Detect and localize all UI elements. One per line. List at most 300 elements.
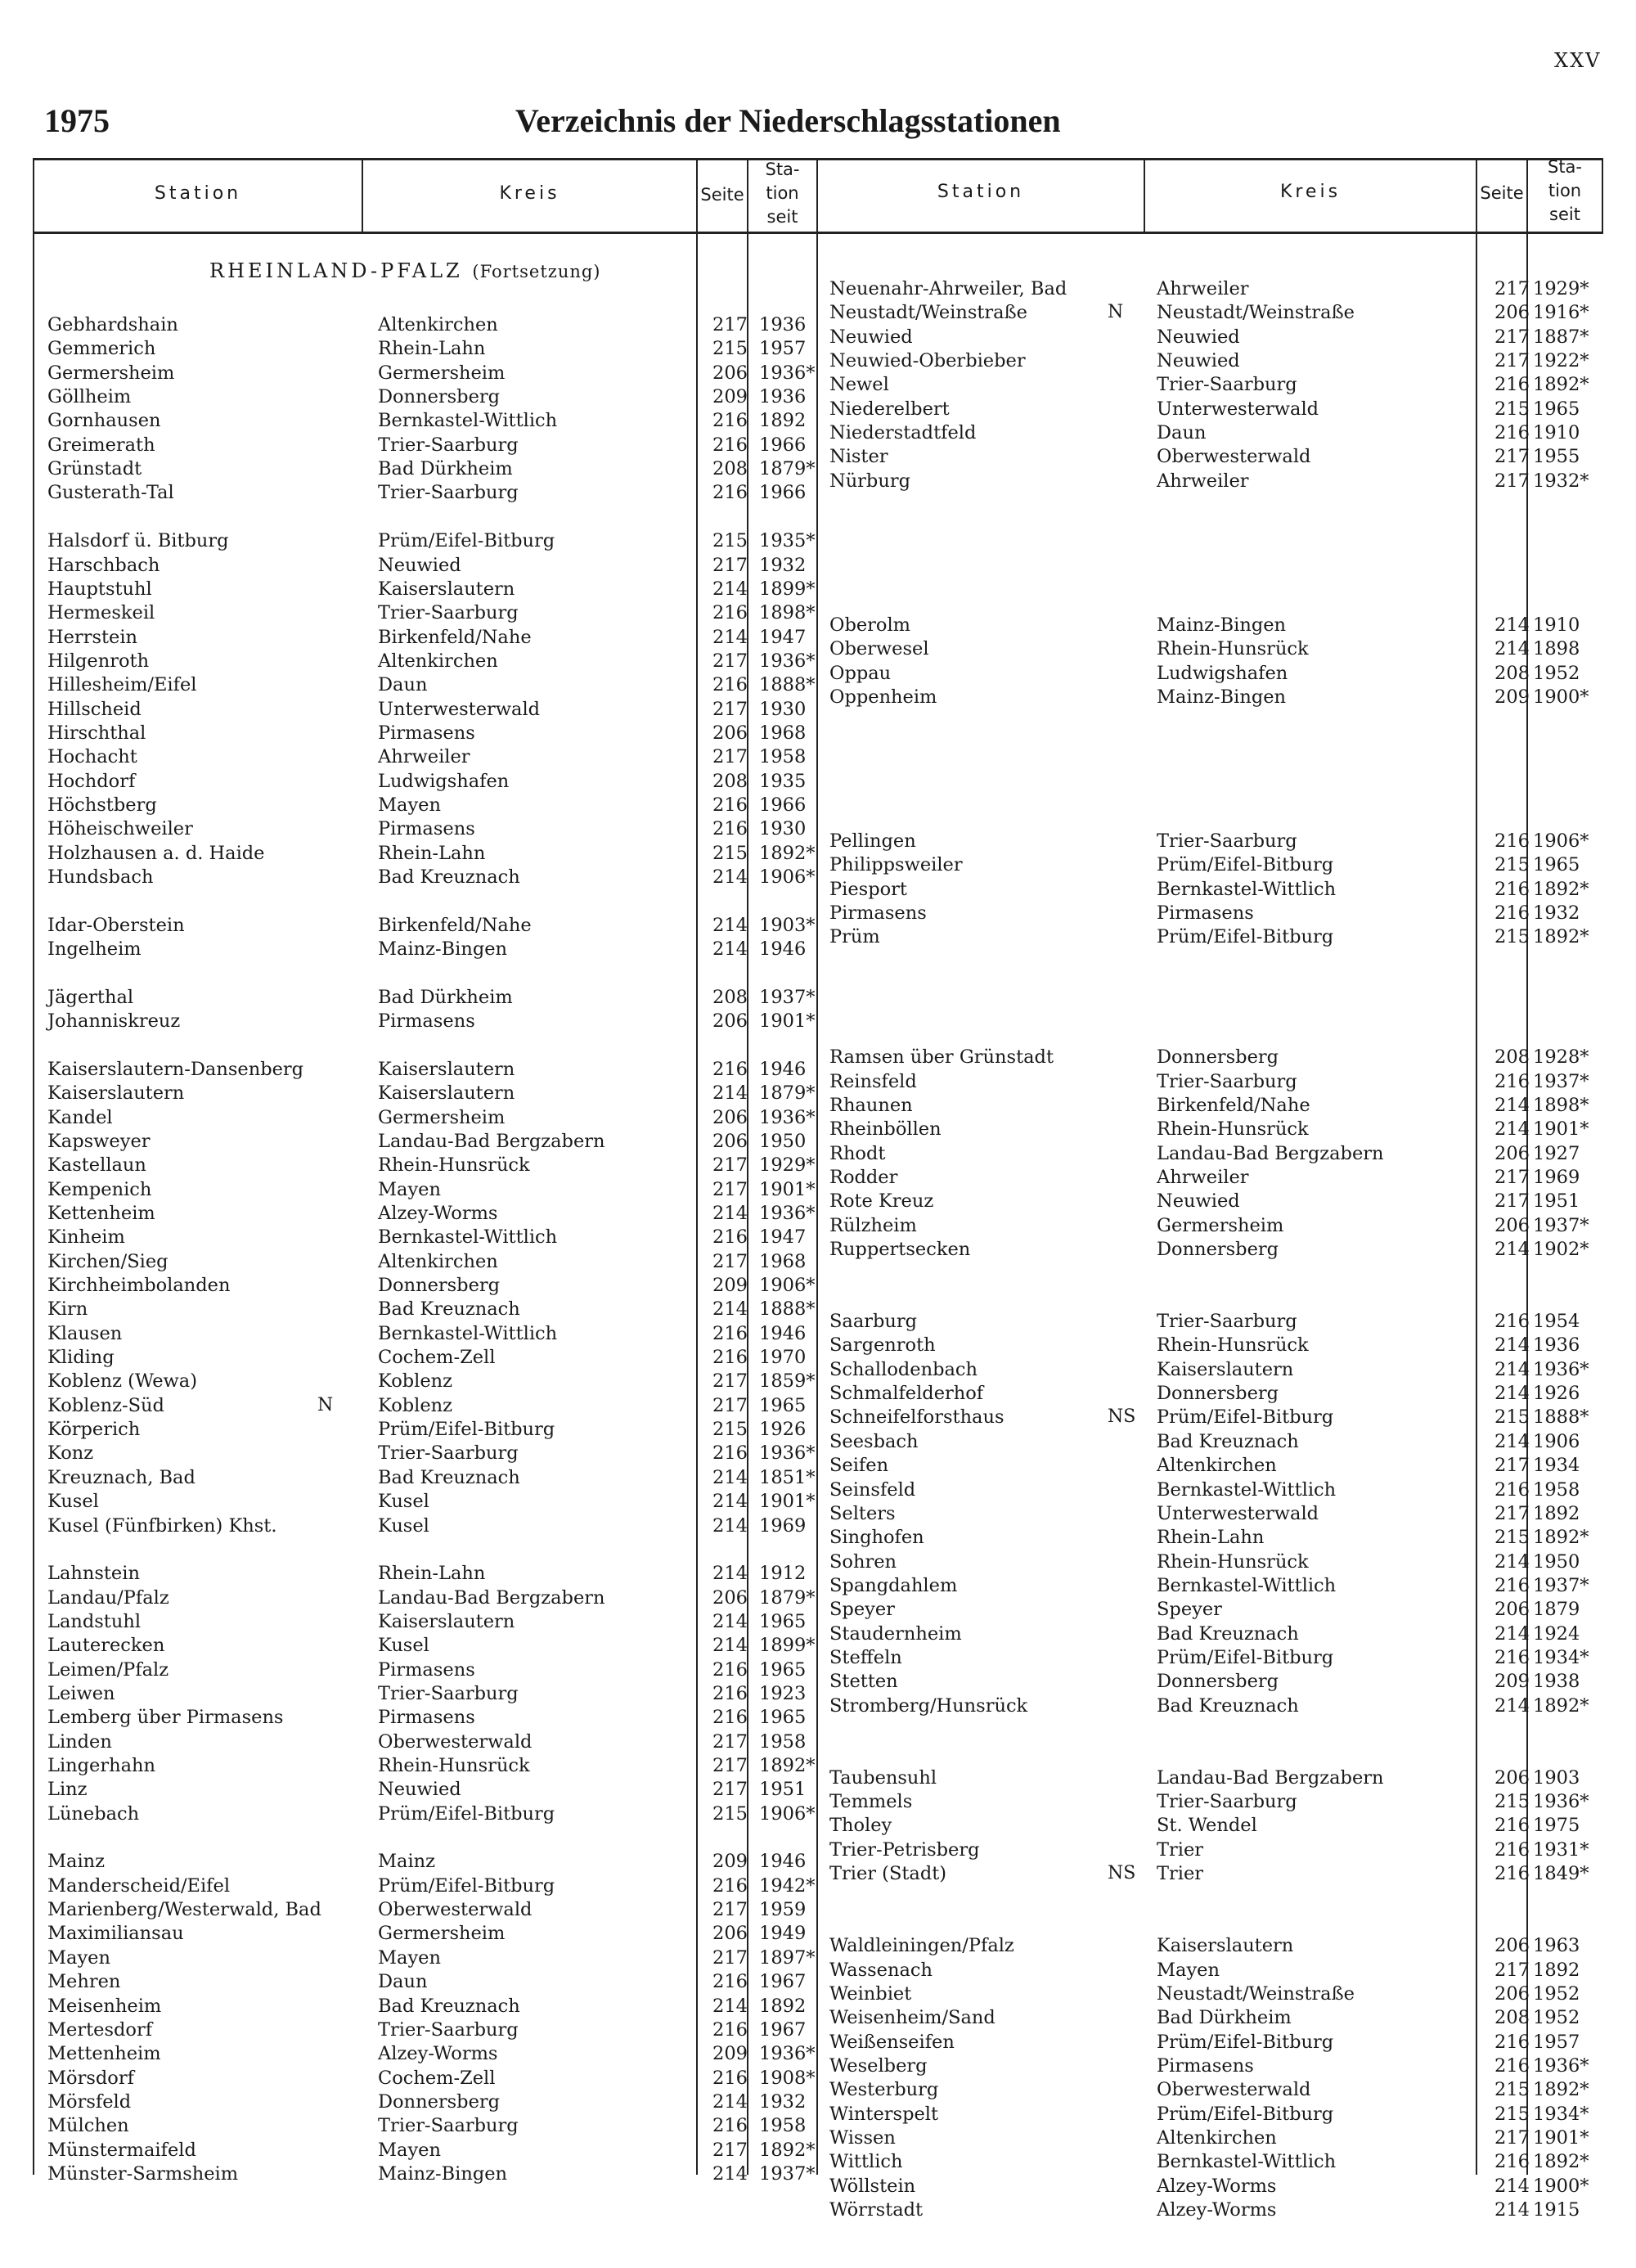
since-year: 1965	[759, 1394, 807, 1416]
seite-number: 214	[712, 866, 748, 889]
since-year: 1967	[759, 1971, 807, 1993]
station-name: Leimen/Pfalz	[47, 1658, 169, 1681]
kreis-name: Speyer	[1157, 1599, 1222, 1621]
kreis-name: Neustadt/Weinstraße	[1157, 302, 1355, 324]
station-name: Kettenheim	[47, 1202, 155, 1224]
station-row	[829, 1623, 1603, 1647]
station-name: Harschbach	[47, 554, 160, 576]
kreis-name: Oberwesterwald	[1157, 2079, 1311, 2101]
kreis-name: Prüm/Eifel-Bitburg	[1157, 854, 1334, 876]
since-year: 1957	[759, 338, 807, 360]
station-row	[47, 1635, 816, 1658]
station-row	[829, 398, 1603, 422]
station-row	[47, 434, 816, 458]
seite-number: 217	[712, 1178, 748, 1200]
station-name: Niederelbert	[829, 398, 950, 420]
kreis-name: Neuwied	[1157, 350, 1240, 372]
station-name: Selters	[829, 1502, 896, 1524]
station-name: Lingerhahn	[47, 1755, 155, 1776]
station-row	[47, 2019, 816, 2043]
station-name: Prüm	[829, 926, 880, 948]
kreis-name: Mayen	[1157, 1959, 1220, 1981]
since-year: 1965	[759, 1707, 807, 1729]
seite-number: 217	[1494, 326, 1530, 348]
year-heading: 1975	[44, 102, 110, 139]
since-year: 1900*	[1533, 686, 1589, 708]
station-name: Wassenach	[829, 1959, 933, 1981]
kreis-name: Rhein-Hunsrück	[1157, 638, 1309, 660]
station-row	[829, 1791, 1603, 1815]
seite-number: 215	[1494, 398, 1530, 420]
since-year: 1901*	[759, 1010, 816, 1033]
seite-number: 208	[1494, 662, 1530, 684]
kreis-name: Kaiserslautern	[378, 1058, 515, 1080]
station-row	[47, 1442, 816, 1466]
station-row	[47, 1131, 816, 1154]
station-row	[829, 1311, 1603, 1334]
since-year: 1966	[759, 482, 807, 504]
station-row	[47, 1203, 816, 1226]
seite-number: 215	[1494, 1527, 1530, 1549]
station-name: Oberwesel	[829, 638, 929, 660]
kreis-name: Bad Kreuznach	[378, 866, 520, 889]
since-year: 1928*	[1533, 1046, 1589, 1069]
seite-number: 214	[712, 938, 748, 961]
since-year: 1936*	[759, 362, 816, 384]
station-name: Weisenheim/Sand	[829, 2007, 996, 2029]
station-name: Singhofen	[829, 1527, 924, 1549]
kreis-name: Trier-Saarburg	[1157, 1070, 1297, 1092]
station-name: Kusel (Fünfbirken) Khst.	[47, 1514, 277, 1537]
station-row	[47, 2091, 816, 2115]
seite-number: 217	[712, 1394, 748, 1416]
station-row	[47, 410, 816, 434]
station-name: Landau/Pfalz	[47, 1586, 169, 1609]
station-row	[47, 338, 816, 362]
since-year: 1926	[759, 1419, 807, 1441]
station-row	[829, 1551, 1603, 1575]
station-row	[47, 1419, 816, 1442]
seite-number: 217	[712, 1370, 748, 1393]
since-year: 1936*	[759, 650, 816, 672]
kreis-name: Rhein-Hunsrück	[1157, 1550, 1309, 1573]
kreis-name: Trier	[1157, 1838, 1204, 1861]
kreis-name: Neustadt/Weinstraße	[1157, 1982, 1355, 2005]
station-row	[829, 830, 1603, 854]
station-name: Kaiserslautern	[47, 1082, 185, 1105]
kreis-name: Daun	[1157, 422, 1207, 444]
station-row	[47, 1683, 816, 1707]
station-name: Stromberg/Hunsrück	[829, 1694, 1028, 1717]
since-year: 1930	[759, 818, 807, 840]
station-row	[47, 1996, 816, 2019]
seite-number: 216	[712, 1442, 748, 1465]
since-year: 1929*	[1533, 278, 1589, 299]
seite-number: 216	[712, 2067, 748, 2089]
kreis-name: Pirmasens	[1157, 2054, 1254, 2077]
station-row	[829, 1935, 1603, 1959]
seite-number: 216	[712, 1682, 748, 1704]
kreis-name: Pirmasens	[378, 722, 475, 744]
kreis-name: Pirmasens	[378, 1707, 475, 1729]
since-year: 1906*	[1533, 830, 1589, 853]
seite-number: 216	[712, 674, 748, 696]
station-row	[829, 1455, 1603, 1478]
since-year: 1901*	[759, 1178, 816, 1200]
station-name: Niederstadtfeld	[829, 422, 977, 444]
since-year: 1912	[759, 1563, 807, 1585]
station-row	[829, 1815, 1603, 1838]
region-name: RHEINLAND-PFALZ	[209, 259, 463, 282]
seite-number: 217	[712, 650, 748, 672]
kreis-name: Koblenz	[378, 1394, 453, 1416]
station-row	[47, 1923, 816, 1946]
since-year: 1849*	[1533, 1863, 1589, 1885]
since-year: 1915	[1533, 2199, 1580, 2221]
station-row	[47, 362, 816, 386]
station-row	[47, 1059, 816, 1082]
station-name: Greimerath	[47, 434, 155, 456]
station-row	[47, 1971, 816, 1995]
since-year: 1949	[759, 1923, 807, 1945]
station-name: Neustadt/Weinstraße	[829, 302, 1027, 324]
since-year: 1892*	[1533, 1694, 1589, 1717]
station-name: Neuwied	[829, 326, 913, 348]
station-row	[829, 879, 1603, 902]
station-name: Landstuhl	[47, 1610, 142, 1632]
kreis-name: Trier-Saarburg	[378, 2018, 519, 2041]
seite-number: 215	[712, 338, 748, 360]
table-right-rule	[1602, 158, 1603, 232]
since-year: 1892	[759, 410, 807, 432]
seite-number: 216	[1494, 878, 1530, 900]
seite-number: 214	[1494, 1622, 1530, 1645]
station-row	[829, 2007, 1603, 2031]
kreis-name: Cochem-Zell	[378, 1347, 496, 1369]
station-row	[47, 1226, 816, 1250]
station-name: Kandel	[47, 1106, 113, 1128]
station-row	[47, 1179, 816, 1203]
kreis-name: Donnersberg	[378, 2090, 501, 2113]
station-note: NS	[1108, 1863, 1136, 1884]
page-number: XXV	[1554, 49, 1602, 72]
station-name: Westerburg	[829, 2079, 939, 2101]
since-year: 1924	[1533, 1622, 1580, 1645]
kreis-name: Neuwied	[378, 554, 461, 576]
seite-number: 216	[1494, 1311, 1530, 1333]
kreis-name: Kusel	[378, 1491, 429, 1513]
kreis-name: Bernkastel-Wittlich	[1157, 878, 1337, 900]
since-year: 1936*	[759, 2043, 816, 2065]
station-row	[47, 1803, 816, 1827]
seite-number: 216	[1494, 422, 1530, 444]
since-year: 1958	[759, 2115, 807, 2137]
station-row	[47, 1323, 816, 1347]
seite-number: 216	[1494, 1646, 1530, 1668]
station-row	[47, 1755, 816, 1779]
kreis-name: Bad Kreuznach	[378, 1466, 520, 1488]
kreis-name: Prüm/Eifel-Bitburg	[378, 530, 555, 552]
station-name: Linz	[47, 1779, 88, 1801]
station-row	[47, 818, 816, 842]
since-year: 1936	[759, 386, 807, 408]
kreis-name: Trier	[1157, 1863, 1204, 1885]
station-row	[829, 2176, 1603, 2199]
header-kreis: Kreis	[499, 183, 560, 204]
seite-number: 216	[1494, 1863, 1530, 1885]
seite-number: 216	[712, 2018, 748, 2041]
kreis-name: Prüm/Eifel-Bitburg	[378, 1419, 555, 1441]
since-year: 1929*	[759, 1154, 816, 1177]
seite-number: 214	[1494, 1118, 1530, 1141]
station-row	[47, 2043, 816, 2067]
seite-number: 214	[712, 1202, 748, 1224]
station-row	[829, 446, 1603, 470]
station-row	[47, 866, 816, 890]
station-name: Germersheim	[47, 362, 175, 384]
kreis-name: Neuwied	[1157, 326, 1240, 348]
seite-number: 214	[1494, 1094, 1530, 1116]
seite-number: 214	[1494, 1334, 1530, 1357]
station-row	[829, 470, 1603, 494]
station-name: Trier-Petrisberg	[829, 1838, 980, 1861]
station-row	[47, 627, 816, 650]
station-name: Göllheim	[47, 386, 132, 408]
region-heading	[209, 259, 601, 282]
since-year: 1966	[759, 434, 807, 456]
kreis-name: Ahrweiler	[1157, 1166, 1249, 1188]
station-name: Stetten	[829, 1671, 898, 1693]
kreis-name: Kaiserslautern	[378, 578, 515, 600]
seite-number: 209	[1494, 1671, 1530, 1693]
station-name: Maximiliansau	[47, 1923, 184, 1945]
kreis-name: Bad Kreuznach	[378, 1298, 520, 1321]
station-name: Münstermaifeld	[47, 2139, 196, 2161]
header-seit: Sta- tion seit	[765, 160, 800, 227]
seite-number: 217	[1494, 1959, 1530, 1981]
kreis-name: Altenkirchen	[378, 650, 498, 672]
station-name: Hirschthal	[47, 722, 146, 744]
seite-number: 215	[1494, 2103, 1530, 2125]
station-name: Kusel	[47, 1491, 99, 1513]
station-name: Hochacht	[47, 746, 137, 768]
station-name: Lauterecken	[47, 1635, 165, 1657]
since-year: 1892*	[1533, 926, 1589, 948]
seite-number: 206	[712, 1106, 748, 1128]
station-row	[47, 699, 816, 722]
kreis-name: Landau-Bad Bergzabern	[378, 1586, 605, 1609]
since-year: 1938	[1533, 1671, 1580, 1693]
seite-number: 209	[712, 2043, 748, 2065]
station-row	[47, 578, 816, 602]
since-year: 1932	[1533, 902, 1580, 925]
kreis-name: Bad Dürkheim	[378, 458, 513, 480]
since-year: 1937*	[759, 2162, 816, 2185]
kreis-name: Rhein-Hunsrück	[378, 1755, 530, 1776]
seite-number: 216	[712, 818, 748, 840]
kreis-name: Trier-Saarburg	[1157, 374, 1297, 396]
kreis-name: Bernkastel-Wittlich	[378, 1226, 558, 1249]
kreis-name: Rhein-Hunsrück	[378, 1154, 530, 1177]
kreis-name: Kaiserslautern	[378, 1082, 515, 1105]
seite-number: 216	[712, 794, 748, 816]
since-year: 1937*	[759, 986, 816, 1008]
kreis-name: Cochem-Zell	[378, 2067, 496, 2089]
station-row	[47, 650, 816, 674]
station-name: Koblenz (Wewa)	[47, 1370, 197, 1393]
station-row	[829, 1503, 1603, 1527]
since-year: 1892*	[1533, 374, 1589, 396]
station-row	[829, 1143, 1603, 1167]
station-row	[829, 1671, 1603, 1694]
since-year: 1879*	[759, 458, 816, 480]
station-name: Konz	[47, 1442, 94, 1465]
station-row	[829, 614, 1603, 638]
station-row	[829, 1239, 1603, 1262]
station-row	[829, 1695, 1603, 1719]
seite-number: 209	[712, 386, 748, 408]
station-row	[829, 1071, 1603, 1095]
since-year: 1958	[759, 1730, 807, 1753]
station-row	[47, 1563, 816, 1586]
station-name: Mörsdorf	[47, 2067, 134, 2089]
station-row	[829, 638, 1603, 662]
kreis-name: Prüm/Eifel-Bitburg	[1157, 1646, 1334, 1668]
station-row	[47, 1587, 816, 1611]
station-name: Schallodenbach	[829, 1358, 978, 1380]
kreis-name: Altenkirchen	[1157, 2126, 1277, 2149]
station-row	[47, 555, 816, 578]
station-name: Körperich	[47, 1419, 141, 1441]
station-name: Schmalfelderhof	[829, 1383, 984, 1405]
station-row	[829, 326, 1603, 350]
station-name: Tholey	[829, 1815, 892, 1837]
station-row	[47, 1082, 816, 1106]
seite-number: 216	[712, 1658, 748, 1681]
seite-number: 217	[712, 1730, 748, 1753]
since-year: 1934	[1533, 1455, 1580, 1477]
station-name: Gusterath-Tal	[47, 482, 174, 504]
seite-number: 214	[712, 1298, 748, 1321]
since-year: 1936*	[759, 1106, 816, 1128]
seite-number: 206	[1494, 1935, 1530, 1957]
seite-number: 216	[1494, 1815, 1530, 1837]
station-name: Johanniskreuz	[47, 1010, 181, 1033]
station-row	[47, 482, 816, 506]
station-row	[47, 530, 816, 554]
since-year: 1965	[759, 1610, 807, 1632]
station-name: Grünstadt	[47, 458, 142, 480]
seite-number: 216	[1494, 1070, 1530, 1092]
station-row	[829, 1599, 1603, 1622]
since-year: 1947	[759, 626, 807, 648]
kreis-name: Germersheim	[378, 1106, 506, 1128]
kreis-name: Unterwesterwald	[1157, 1502, 1319, 1524]
since-year: 1898*	[759, 602, 816, 624]
station-name: Oppau	[829, 662, 892, 684]
since-year: 1958	[1533, 1478, 1580, 1501]
station-row	[829, 1479, 1603, 1503]
since-year: 1936*	[759, 1442, 816, 1465]
kreis-name: Neuwied	[1157, 1190, 1240, 1213]
station-name: Newel	[829, 374, 889, 396]
station-name: Ingelheim	[47, 938, 142, 961]
station-row	[47, 314, 816, 338]
station-name: Klausen	[47, 1322, 123, 1344]
station-name: Mehren	[47, 1971, 121, 1993]
station-row	[47, 1515, 816, 1539]
station-name: Mülchen	[47, 2115, 129, 2137]
kreis-name: Germersheim	[378, 1923, 506, 1945]
kreis-name: Ludwigshafen	[1157, 662, 1288, 684]
since-year: 1888*	[759, 1298, 816, 1321]
since-year: 1937*	[1533, 1574, 1589, 1596]
station-row	[829, 374, 1603, 398]
station-name: Gebhardshain	[47, 314, 178, 335]
station-row	[829, 422, 1603, 446]
seite-number: 215	[1494, 854, 1530, 876]
station-name: Pirmasens	[829, 902, 927, 925]
station-row	[47, 1275, 816, 1298]
kreis-name: Kaiserslautern	[378, 1610, 515, 1632]
station-row	[829, 1647, 1603, 1671]
station-row	[829, 1575, 1603, 1599]
station-row	[47, 1731, 816, 1755]
seite-number: 206	[712, 1923, 748, 1945]
station-row	[829, 1167, 1603, 1190]
seite-number: 216	[1494, 1574, 1530, 1596]
kreis-name: Prüm/Eifel-Bitburg	[1157, 926, 1334, 948]
kreis-name: Prüm/Eifel-Bitburg	[1157, 2031, 1334, 2053]
seite-number: 217	[712, 1250, 748, 1272]
station-name: Rheinböllen	[829, 1118, 942, 1141]
station-row	[829, 1839, 1603, 1863]
station-name: Höchstberg	[47, 794, 157, 816]
header-seite-2: Seite	[1480, 183, 1524, 203]
since-year: 1900*	[1533, 2175, 1589, 2197]
since-year: 1942*	[759, 1874, 816, 1897]
station-name: Hermeskeil	[47, 602, 155, 624]
since-year: 1970	[759, 1347, 807, 1369]
station-name: Mayen	[47, 1946, 110, 1969]
station-row	[829, 1095, 1603, 1118]
kreis-name: Daun	[378, 1971, 428, 1993]
station-name: Ramsen über Grünstadt	[829, 1046, 1054, 1069]
since-year: 1946	[759, 1322, 807, 1344]
station-name: Mainz	[47, 1851, 105, 1873]
station-name: Wittlich	[829, 2151, 903, 2173]
since-year: 1908*	[759, 2067, 816, 2089]
station-row	[47, 674, 816, 698]
since-year: 1936*	[759, 1202, 816, 1224]
kreis-name: Rhein-Hunsrück	[1157, 1118, 1309, 1141]
station-row	[829, 2127, 1603, 2151]
station-name: Schneifelforsthaus	[829, 1406, 1005, 1429]
station-name: Mörsfeld	[47, 2090, 132, 2113]
since-year: 1892	[1533, 1959, 1580, 1981]
kreis-name: Altenkirchen	[1157, 1455, 1277, 1477]
station-name: Spangdahlem	[829, 1574, 958, 1596]
since-year: 1952	[1533, 662, 1580, 684]
kreis-name: Oberwesterwald	[378, 1730, 533, 1753]
seite-number: 214	[1494, 1358, 1530, 1380]
kreis-name: Donnersberg	[1157, 1383, 1279, 1405]
station-name: Jägerthal	[47, 986, 134, 1008]
seite-number: 206	[1494, 1142, 1530, 1164]
station-name: Münster-Sarmsheim	[47, 2162, 239, 2185]
station-row	[47, 2115, 816, 2139]
since-year: 1922*	[1533, 350, 1589, 372]
